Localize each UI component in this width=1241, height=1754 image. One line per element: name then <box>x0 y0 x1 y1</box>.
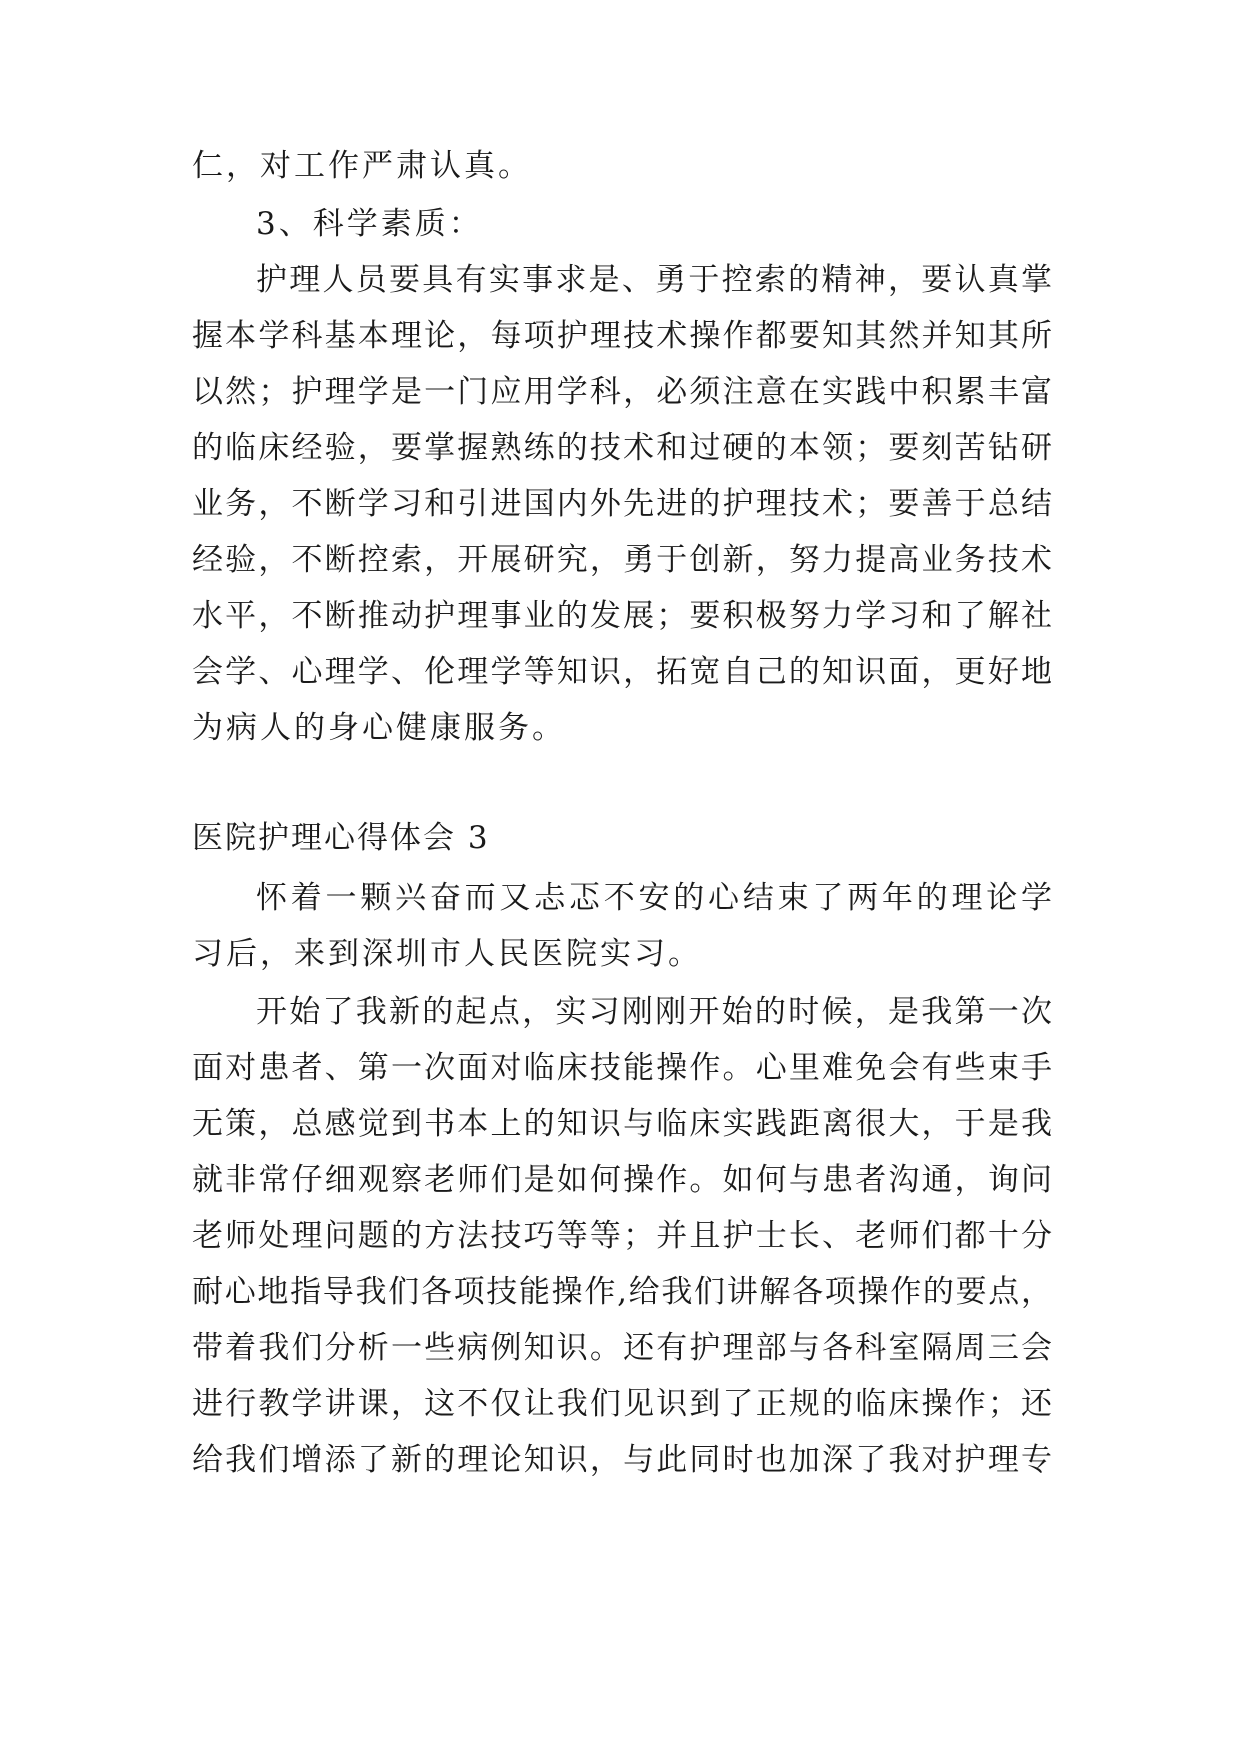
paragraph-line: 怀着一颗兴奋而又忐忑不安的心结束了两年的理论学 <box>256 880 1052 916</box>
paragraph-line: 经验，不断控索，开展研究，勇于创新，努力提高业务技术 <box>192 542 1052 578</box>
paragraph-line: 习后，来到深圳市人民医院实习。 <box>192 936 702 972</box>
paragraph-line: 带着我们分析一些病例知识。还有护理部与各科室隔周三会 <box>192 1330 1052 1366</box>
paragraph-line: 耐心地指导我们各项技能操作,给我们讲解各项操作的要点， <box>192 1274 1052 1310</box>
paragraph-line: 仁，对工作严肃认真。 <box>192 148 532 184</box>
paragraph-line: 护理人员要具有实事求是、勇于控索的精神，要认真掌 <box>256 262 1052 298</box>
paragraph-line: 给我们增添了新的理论知识，与此同时也加深了我对护理专 <box>192 1442 1052 1478</box>
paragraph-line: 会学、心理学、伦理学等知识，拓宽自己的知识面，更好地 <box>192 654 1052 690</box>
paragraph-line: 面对患者、第一次面对临床技能操作。心里难免会有些束手 <box>192 1050 1052 1086</box>
paragraph-line: 水平，不断推动护理事业的发展；要积极努力学习和了解社 <box>192 598 1052 634</box>
paragraph-line: 开始了我新的起点，实习刚刚开始的时候，是我第一次 <box>256 994 1052 1030</box>
paragraph-line: 无策，总感觉到书本上的知识与临床实践距离很大，于是我 <box>192 1106 1052 1142</box>
section-number-heading: 3、科学素质： <box>256 206 483 242</box>
paragraph-line: 以然；护理学是一门应用学科，必须注意在实践中积累丰富 <box>192 374 1052 410</box>
section-title: 医院护理心得体会 3 <box>192 820 490 856</box>
paragraph-line: 就非常仔细观察老师们是如何操作。如何与患者沟通，询问 <box>192 1162 1052 1198</box>
paragraph-line: 业务，不断学习和引进国内外先进的护理技术；要善于总结 <box>192 486 1052 522</box>
paragraph-line: 握本学科基本理论，每项护理技术操作都要知其然并知其所 <box>192 318 1052 354</box>
paragraph-line: 为病人的身心健康服务。 <box>192 710 566 746</box>
paragraph-line: 的临床经验，要掌握熟练的技术和过硬的本领；要刻苦钻研 <box>192 430 1052 466</box>
paragraph-line: 进行教学讲课，这不仅让我们见识到了正规的临床操作；还 <box>192 1386 1052 1422</box>
paragraph-line: 老师处理问题的方法技巧等等；并且护士长、老师们都十分 <box>192 1218 1052 1254</box>
